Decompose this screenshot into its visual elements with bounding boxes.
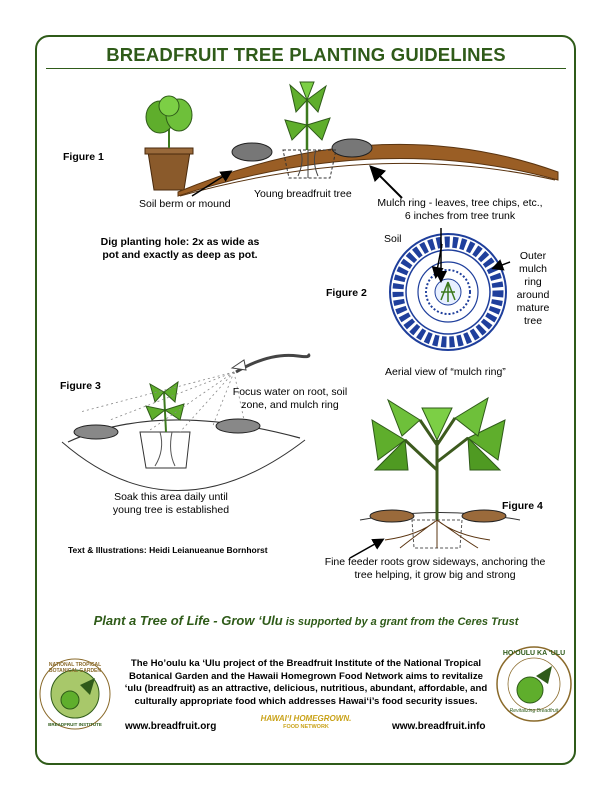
hooulu-logo-text-bottom: Revitalizing Breadfruit	[509, 708, 559, 714]
hawaii-logo-line1: HAWAI‘I HOMEGROWN.	[260, 714, 352, 723]
tagline-main: Plant a Tree of Life - Grow ‘Ulu	[93, 613, 283, 628]
project-line1: The Ho’oulu ka ‘Ulu project of the Breadfruit Institute of the National Tropical	[130, 658, 482, 669]
soil-label: Soil	[384, 233, 402, 245]
soak-line2: young tree is established	[112, 504, 230, 516]
project-line3: ‘ulu (breadfruit) as an attractive, delicious, nutritious, abundant, affordable, and	[124, 683, 488, 694]
mulch-ring-line2: 6 inches from tree trunk	[404, 210, 516, 222]
outer-line1: Outer	[519, 250, 547, 262]
project-line2: Botanical Garden and the Hawaii Homegrown Food Network aims to revitalize	[129, 670, 483, 682]
focus-line2: zone, and mulch ring	[241, 399, 339, 411]
ntbg-logo-text-top: NATIONAL TROPICAL BOTANICAL GARDEN	[48, 662, 102, 674]
outer-line6: tree	[523, 315, 543, 327]
figure1-label: Figure 1	[63, 151, 104, 163]
focus-water-label	[222, 386, 358, 412]
outer-mulch-label	[508, 250, 558, 328]
project-line4: culturally appropriate food which addresses Hawai‘i’s food security issues.	[134, 695, 478, 707]
grant-tagline	[0, 612, 612, 630]
roots-line2: tree helping, it grow big and strong	[354, 569, 516, 581]
mulch-ring-label	[360, 197, 560, 223]
roots-line1: Fine feeder roots grow sideways, anchoring the	[324, 556, 546, 568]
page-title: BREADFRUIT TREE PLANTING GUIDELINES	[106, 44, 506, 65]
credit-line: Text & Illustrations: Heidi Leianueanue Bornhorst	[68, 545, 268, 555]
outer-line3: ring	[524, 276, 542, 288]
dig-line2: pot and exactly as deep as pot.	[102, 249, 258, 261]
potted-plant	[145, 96, 193, 190]
ntbg-logo-text-bottom: BREADFRUIT INSTITUTE	[48, 722, 102, 727]
figure3-label: Figure 3	[60, 380, 101, 392]
soil-berm-label: Soil berm or mound	[139, 198, 231, 210]
figure2-label: Figure 2	[326, 287, 367, 299]
figure3-watering	[62, 354, 309, 491]
url-breadfruit-org[interactable]: www.breadfruit.org	[125, 721, 217, 732]
aerial-view-label: Aerial view of “mulch ring”	[385, 366, 506, 378]
soak-line1: Soak this area daily until	[114, 491, 228, 503]
figure2-mulch-ring	[390, 228, 510, 350]
tagline-rest: is supported by a grant from the Ceres Trust	[282, 616, 519, 628]
project-description	[120, 658, 492, 708]
outer-line4: around	[516, 289, 550, 301]
url-breadfruit-info[interactable]: www.breadfruit.info	[392, 721, 486, 732]
feeder-roots-label	[318, 556, 552, 582]
dig-line1: Dig planting hole: 2x as wide as	[100, 236, 260, 248]
focus-line1: Focus water on root, soil	[232, 386, 348, 398]
mulch-ring-line1: Mulch ring - leaves, tree chips, etc.,	[377, 197, 543, 209]
dig-instruction	[80, 236, 280, 262]
outer-line2: mulch	[518, 263, 547, 275]
figure4-label: Figure 4	[502, 500, 543, 512]
hawaii-logo-line2: FOOD NETWORK	[283, 724, 329, 730]
figure1-illustration	[145, 82, 558, 198]
figure4-mature-tree	[350, 398, 520, 558]
outer-line5: mature	[516, 302, 550, 314]
young-tree-label: Young breadfruit tree	[254, 188, 352, 200]
hooulu-logo-text-top: HO‘OULU KA ‘ULU	[502, 650, 566, 657]
soak-label	[96, 491, 246, 517]
